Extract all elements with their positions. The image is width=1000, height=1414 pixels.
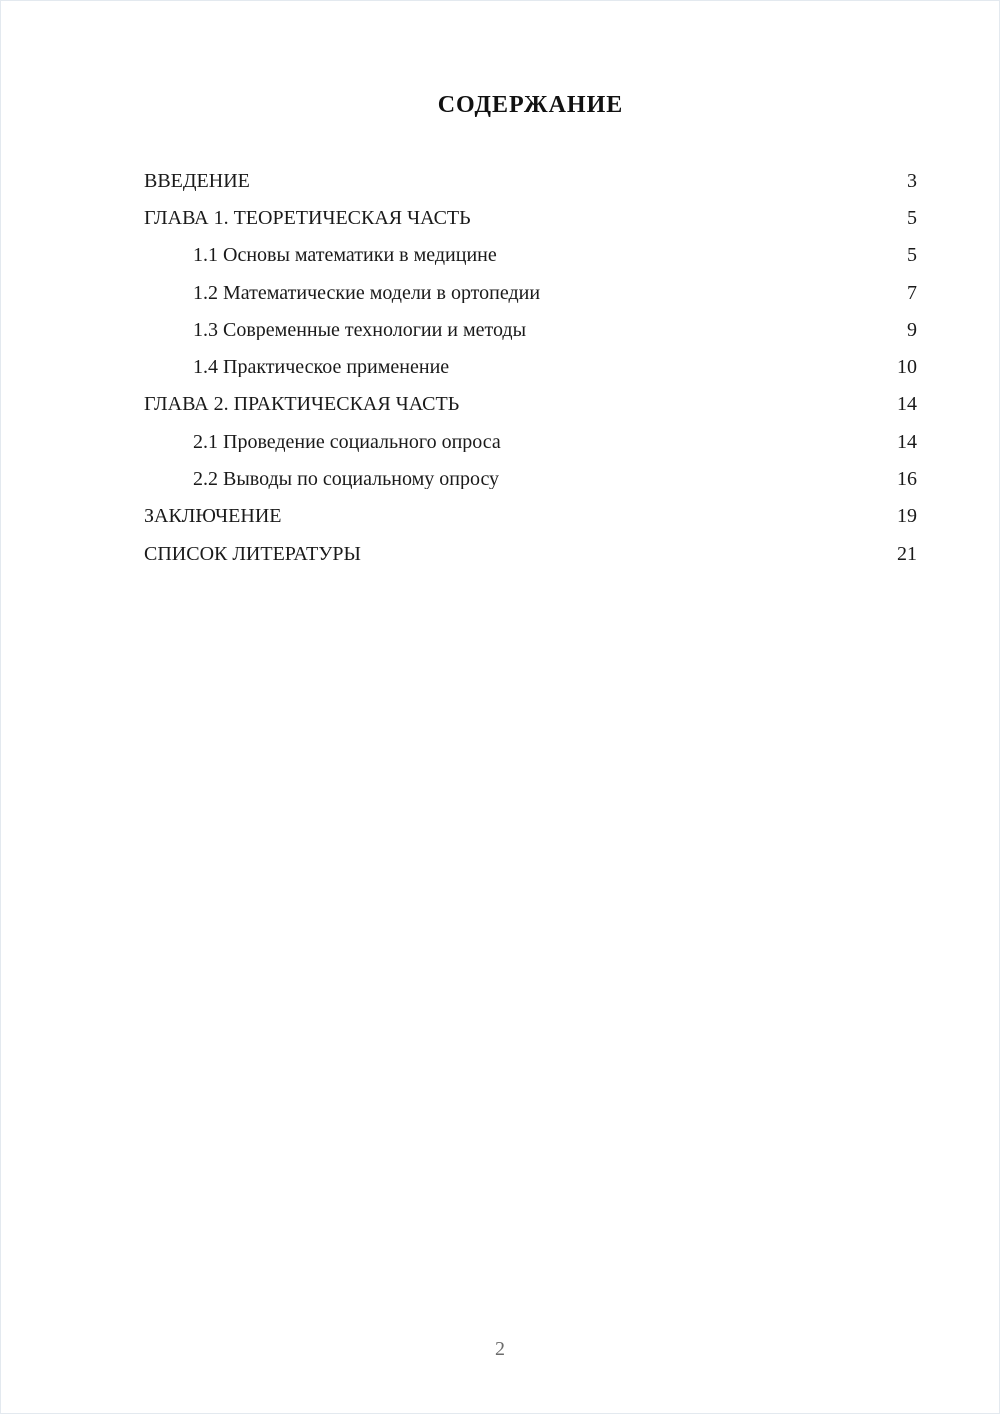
toc-entry bbox=[144, 460, 917, 497]
page-title: СОДЕРЖАНИЕ bbox=[437, 92, 624, 118]
table-of-contents bbox=[144, 162, 917, 572]
toc-entry bbox=[144, 348, 917, 385]
toc-entry-page: 7 bbox=[907, 281, 917, 304]
toc-entry-page: 21 bbox=[897, 542, 917, 565]
toc-entry bbox=[144, 423, 917, 460]
toc-entry-label: ВВЕДЕНИЕ bbox=[144, 170, 250, 191]
toc-entry-label: 2.2 Выводы по социальному опросу bbox=[193, 469, 500, 490]
toc-entry-page: 16 bbox=[897, 468, 917, 491]
toc-entry-page: 10 bbox=[897, 356, 917, 379]
toc-entry-page: 5 bbox=[907, 244, 917, 267]
toc-entry-page: 14 bbox=[897, 393, 917, 416]
toc-entry bbox=[144, 311, 917, 348]
toc-entry-page: 5 bbox=[907, 206, 917, 229]
toc-entry-label: ГЛАВА 2. ПРАКТИЧЕСКАЯ ЧАСТЬ bbox=[144, 394, 460, 415]
toc-entry-label: 1.2 Математические модели в ортопедии bbox=[193, 282, 541, 303]
toc-entry bbox=[144, 386, 917, 423]
toc-entry-label: СПИСОК ЛИТЕРАТУРЫ bbox=[144, 543, 361, 564]
toc-entry-label: ГЛАВА 1. ТЕОРЕТИЧЕСКАЯ ЧАСТЬ bbox=[144, 207, 471, 228]
toc-entry bbox=[144, 535, 917, 572]
toc-entry-label: 1.4 Практическое применение bbox=[193, 357, 450, 378]
toc-entry bbox=[144, 162, 917, 199]
toc-entry-page: 3 bbox=[907, 169, 917, 192]
toc-entry-page: 9 bbox=[907, 318, 917, 341]
toc-entry-page: 19 bbox=[897, 505, 917, 528]
document-content bbox=[1, 1, 999, 572]
toc-entry-label: 2.1 Проведение социального опроса bbox=[193, 431, 501, 452]
toc-entry bbox=[144, 199, 917, 236]
toc-entry-page: 14 bbox=[897, 430, 917, 453]
toc-entry bbox=[144, 498, 917, 535]
toc-entry bbox=[144, 237, 917, 274]
footer-page-number: 2 bbox=[495, 1338, 505, 1360]
toc-entry-label: 1.3 Современные технологии и методы bbox=[193, 319, 527, 340]
toc-entry bbox=[144, 274, 917, 311]
toc-entry-label: ЗАКЛЮЧЕНИЕ bbox=[144, 506, 282, 527]
toc-entry-label: 1.1 Основы математики в медицине bbox=[193, 245, 497, 266]
